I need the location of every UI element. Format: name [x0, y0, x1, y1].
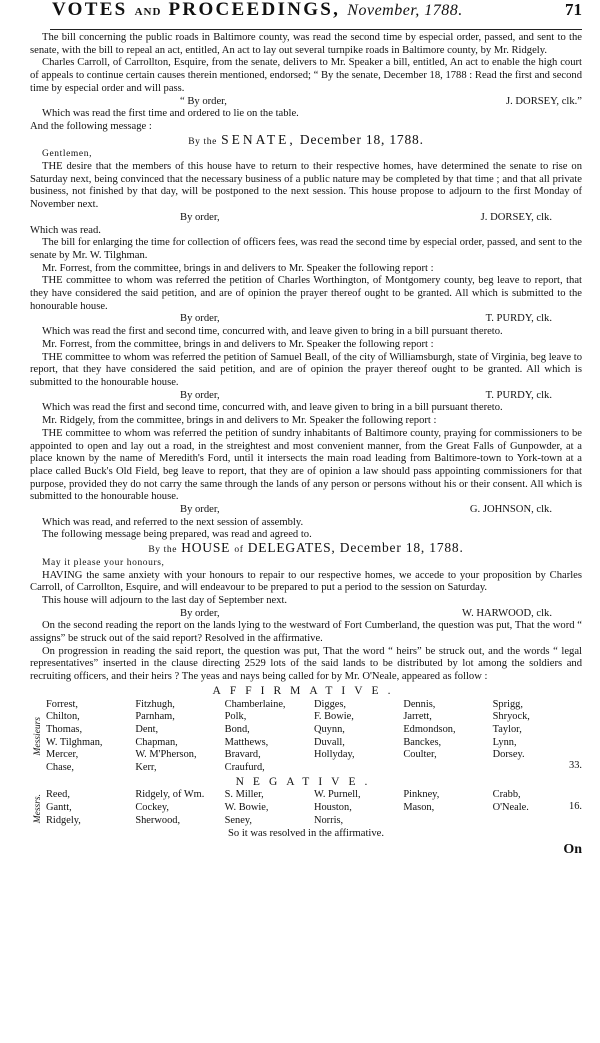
- signature-purdy-1: [30, 313, 582, 326]
- paragraph-baltimore-road-petition: THE committee to whom was referred the petition of sundry inhabitants of Baltimore county, praying for commissioners to be appointed to open and lay out a road, in the streightest and most convenient manner, from the Great Falls of Gunpowder, at a place known by the name of Meredith's Ford, until it intersects the main road leading from Baltimore-town to York-town at a place called Buck's Old Field, beg leave to report, that they are of opinion a law should pass appointing commissioners for that purpose, provided they do not carry the same through the lands of any person or persons without his or their consent. All which is submitted to the honourable house.: [30, 427, 582, 503]
- member-name: Sherwood,: [135, 814, 181, 826]
- negative-heading: NEGATIVE.: [235, 775, 377, 788]
- paragraph-roads-bill: The bill concerning the public roads in Baltimore county, was read the second time by especial order, passed, and sent to the senate, with the bill to repeal an act, entitled, An act to lay out several turnpike roads in Baltimore county, by Mr. Ridgely.: [30, 32, 582, 56]
- paragraph-resolved-affirmative: So it was resolved in the affirmative.: [227, 827, 385, 839]
- member-name: Edmondson,: [403, 723, 456, 735]
- sig-by-order: By order,: [180, 389, 220, 401]
- affirmative-column: [403, 699, 492, 775]
- member-name: Dorsey.: [492, 749, 525, 761]
- member-name: W. Bowie,: [224, 802, 269, 814]
- member-name: Ridgely, of Wm.: [135, 789, 205, 801]
- member-name: Ridgely,: [46, 814, 81, 826]
- member-name: Houston,: [313, 802, 352, 814]
- member-name: W. Purnell,: [313, 789, 361, 801]
- member-name: Polk,: [224, 711, 247, 723]
- salutation-gentlemen: Gentlemen,: [42, 149, 93, 160]
- paragraph-ridgely-report: Mr. Ridgely, from the committee, brings in and delivers to Mr. Speaker the following report :: [42, 415, 437, 427]
- signature-harwood: [30, 608, 582, 621]
- member-name: Reed,: [46, 789, 70, 801]
- member-name: W. M'Pherson,: [135, 749, 197, 761]
- member-name: Crabb,: [492, 789, 521, 801]
- member-name: Mason,: [403, 802, 435, 814]
- paragraph-concurred-1: Which was read the first and second time, concurred with, and leave given to bring in a bill pursuant thereto.: [42, 326, 503, 338]
- heading-delegates: DELEGATES,: [247, 540, 336, 556]
- title-and: AND: [134, 6, 162, 18]
- page-number: 71: [565, 0, 582, 19]
- paragraph-heirs-vote: On progression in reading the said report, the question was put, That the word “ heirs” be struck out, and the words “ legal representatives” inserted in the clause directing 2529 lots of the said lands to be distributed by lot among the soldiers and recruiting officers, and their heirs ? The yeas and nays being called for by Mr. O'Neale, appeared as follow :: [30, 645, 582, 683]
- title-date: November, 1788.: [347, 2, 463, 19]
- header-rule: [50, 29, 582, 30]
- negative-column: [403, 789, 492, 827]
- member-name: W. Tilghman,: [46, 736, 103, 748]
- member-name: Bond,: [224, 723, 250, 735]
- catchword: On: [563, 841, 582, 857]
- negative-columns: [46, 789, 582, 827]
- sig-name: G. JOHNSON, clk.: [469, 504, 552, 516]
- member-name: Digges,: [313, 698, 347, 710]
- paragraph-which-was-read: Which was read.: [30, 224, 101, 236]
- paragraph-house-message: HAVING the same anxiety with your honours to repair to our respective homes, we accede to your proposition by Charles Carroll, of Carrollton, Esquire, and will endeavour to be prepared to put a period to the session on Saturday.: [30, 569, 582, 594]
- member-name: Banckes,: [403, 736, 442, 748]
- sig-name: J. DORSEY, clk.”: [505, 95, 582, 107]
- member-name: Mercer,: [46, 749, 79, 761]
- member-name: Dent,: [135, 723, 159, 735]
- member-name: Chilton,: [46, 711, 80, 723]
- heading-by-the: By the: [188, 136, 217, 147]
- sig-name: J. DORSEY, clk.: [480, 211, 552, 223]
- negative-column: [135, 789, 224, 827]
- paragraph-assigns-vote: On the second reading the report on the lands lying to the westward of Fort Cumberland, the question was put, That the word “ assigns” be struck out of the said report? Resolved in the affirmative.: [30, 620, 582, 645]
- paragraph-worthington-petition: THE committee to whom was referred the petition of Charles Worthington, of Montgomery county, beg leave to report, that they have considered the said petition, and are of opinion the prayer thereof ought to be granted. All which is submitted to the honourable house.: [30, 275, 582, 312]
- member-name: Jarrett,: [403, 711, 432, 723]
- paragraph-forrest-report-2: Mr. Forrest, from the committee, brings in and delivers to Mr. Speaker the following report :: [42, 338, 434, 350]
- paragraph-referred-next-session: Which was read, and referred to the next session of assembly.: [42, 516, 304, 528]
- paragraph-lie-on-table: Which was read the first time and ordered to lie on the table.: [42, 108, 299, 120]
- member-name: Craufurd,: [224, 762, 265, 774]
- member-name: O'Neale.: [492, 802, 529, 814]
- paragraph-beall-petition: THE committee to whom was referred the petition of Samuel Beall, of the city of Williamsburgh, state of Virginia, beg leave to report, that they have considered the said petition, and are of opinion the prayer thereof ought to be granted. All which is submitted to the honourable house.: [30, 351, 582, 388]
- page-header: [30, 0, 582, 32]
- negative-column: [314, 789, 403, 827]
- member-name: Shryock,: [492, 711, 530, 723]
- sig-name: W. HARWOOD, clk.: [462, 607, 552, 619]
- member-name: Coulter,: [403, 749, 437, 761]
- member-name: S. Miller,: [224, 789, 264, 801]
- heading-by-the: By the: [148, 545, 178, 556]
- heading-house: HOUSE: [181, 540, 231, 556]
- member-name: Hollyday,: [313, 749, 355, 761]
- member-name: Cockey,: [135, 802, 169, 814]
- senate-heading: [30, 131, 582, 149]
- document-page: [30, 0, 582, 857]
- negative-list: [30, 789, 582, 827]
- paragraph-message-intro: And the following message :: [30, 120, 152, 132]
- member-name: Fitzhugh,: [135, 698, 175, 710]
- affirmative-column: [314, 699, 403, 775]
- member-name: Parnham,: [135, 711, 175, 723]
- member-name: Matthews,: [224, 736, 269, 748]
- catchword-row: [30, 840, 582, 857]
- affirmative-column: [46, 699, 135, 775]
- negative-column: [225, 789, 314, 827]
- paragraph-adjourn: This house will adjourn to the last day of September next.: [42, 594, 288, 606]
- member-name: Lynn,: [492, 736, 517, 748]
- affirmative-count: 33.: [569, 760, 582, 772]
- signature-dorsey-1: [30, 96, 582, 109]
- affirmative-column: [135, 699, 224, 775]
- title-votes: VOTES: [52, 0, 128, 20]
- member-name: Seney,: [224, 814, 252, 826]
- negative-side-label: [30, 789, 46, 827]
- affirmative-column: [225, 699, 314, 775]
- paragraph-officers-fees: The bill for enlarging the time for collection of officers fees, was read the second time by especial order, passed, and sent to the senate by Mr. W. Tilghman.: [30, 237, 582, 261]
- member-name: F. Bowie,: [313, 711, 354, 723]
- sig-by-order: “ By order,: [180, 95, 227, 107]
- paragraph-senate-message: THE desire that the members of this house have to return to their respective homes, have determined the senate to rise on Saturday next, being convinced that the necessary business of a public nature may be completed by that time ; and that all private business, not finished by that day, will be postponed to the next session. This house propose to adjourn to the first Monday of November next.: [30, 161, 582, 211]
- paragraph-forrest-report-1: Mr. Forrest, from the committee, brings in and delivers to Mr. Speaker the following report :: [42, 262, 434, 274]
- side-label-text: Messieurs: [32, 717, 43, 756]
- member-name: Bravard,: [224, 749, 261, 761]
- house-heading: [30, 542, 582, 557]
- sig-by-order: By order,: [180, 211, 220, 223]
- member-name: Forrest,: [46, 698, 79, 710]
- affirmative-list: [30, 699, 582, 775]
- sig-by-order: By order,: [180, 313, 220, 325]
- salutation-may-it-please: May it please your honours,: [42, 557, 165, 568]
- signature-johnson: [30, 504, 582, 517]
- member-name: Chamberlaine,: [224, 698, 286, 710]
- heading-of: of: [234, 545, 244, 556]
- negative-count: 16.: [569, 800, 582, 812]
- member-name: Kerr,: [135, 762, 157, 774]
- member-name: Chapman,: [135, 736, 178, 748]
- side-label-text: Messrs.: [32, 793, 43, 824]
- title-proceedings: PROCEEDINGS,: [168, 0, 341, 20]
- heading-date: December 18, 1788.: [299, 131, 424, 147]
- member-name: Dennis,: [403, 698, 436, 710]
- member-name: Norris,: [313, 814, 344, 826]
- member-name: Duvall,: [313, 736, 345, 748]
- member-name: Sprigg,: [492, 698, 523, 710]
- paragraph-concurred-2: Which was read the first and second time, concurred with, and leave given to bring in a bill pursuant thereto.: [42, 402, 503, 414]
- member-name: Thomas,: [46, 723, 83, 735]
- signature-purdy-2: [30, 390, 582, 403]
- heading-date: December 18, 1788.: [339, 540, 464, 556]
- member-name: Pinkney,: [403, 789, 440, 801]
- sig-by-order: By order,: [180, 607, 220, 619]
- paragraph-senate-bill: Charles Carroll, of Carrollton, Esquire, from the senate, delivers to Mr. Speaker a bill, entitled, An act to enable the high court of appeals to continue certain causes therein mentioned, endorsed; “ By the senate, December 18, 1788 : Read the first and second time by especial order and will pass.: [30, 57, 582, 94]
- signature-dorsey-2: [30, 212, 582, 225]
- paragraph-message-prepared: The following message being prepared, was read and agreed to.: [42, 529, 312, 541]
- member-name: Chase,: [46, 762, 74, 774]
- sig-by-order: By order,: [180, 504, 220, 516]
- member-name: Gantt,: [46, 802, 72, 814]
- member-name: Taylor,: [492, 723, 522, 735]
- sig-name: T. PURDY, clk.: [485, 313, 552, 325]
- affirmative-heading: AFFIRMATIVE.: [212, 684, 400, 697]
- heading-senate: SENATE,: [221, 131, 296, 147]
- member-name: Quynn,: [313, 723, 345, 735]
- negative-column: [46, 789, 135, 827]
- sig-name: T. PURDY, clk.: [485, 389, 552, 401]
- affirmative-columns: [46, 699, 582, 775]
- affirmative-side-label: [30, 699, 46, 775]
- running-title: [52, 0, 463, 20]
